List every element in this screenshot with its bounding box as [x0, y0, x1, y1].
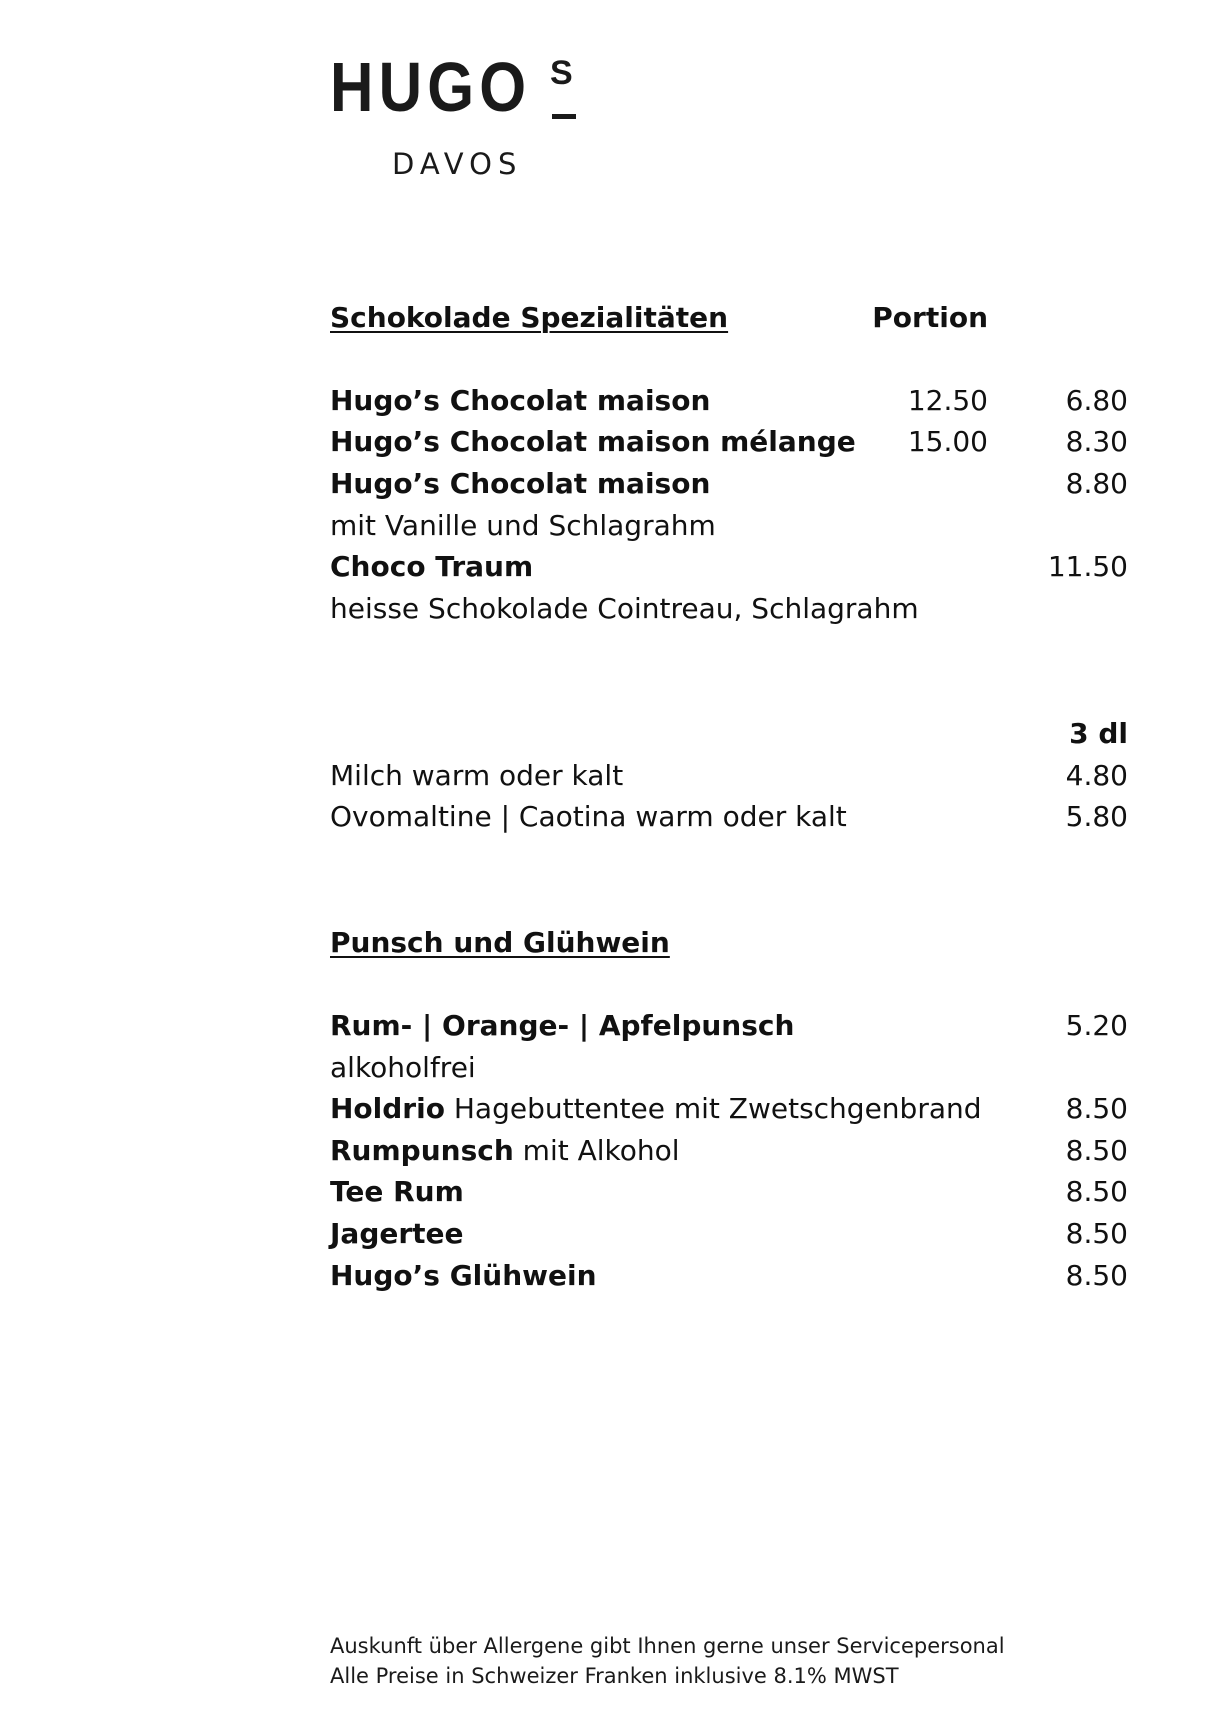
- portion-header: Portion: [872, 301, 988, 334]
- menu-item-description: heisse Schokolade Cointreau, Schlagrahm: [330, 592, 919, 625]
- menu-item-name: Rumpunsch: [330, 1134, 514, 1167]
- menu-item-name: Hugo’s Chocolat maison: [330, 467, 711, 500]
- menu-item-price: 11.50: [1047, 550, 1128, 583]
- section-title-punsch: Punsch und Glühwein: [330, 926, 670, 959]
- menu-item-suffix: mit Alkohol: [513, 1134, 680, 1167]
- menu-item-price: 8.50: [1065, 1259, 1128, 1292]
- menu-item-price: 5.20: [1065, 1009, 1128, 1042]
- menu-item-description: mit Vanille und Schlagrahm: [330, 509, 716, 542]
- footer-price-note: Alle Preise in Schweizer Franken inklusive 8.1% MWST: [330, 1664, 899, 1688]
- menu-item-price: 8.50: [1065, 1092, 1128, 1125]
- menu-item-name: Rum- | Orange- | Apfelpunsch: [330, 1009, 795, 1042]
- menu-item-line: [330, 1133, 680, 1169]
- menu-item-name: Hugo’s Chocolat maison mélange: [330, 425, 856, 458]
- logo-underline: [552, 114, 576, 119]
- menu-item-name: Choco Traum: [330, 550, 534, 583]
- menu-item-price: 8.50: [1065, 1175, 1128, 1208]
- menu-item-description: alkoholfrei: [330, 1051, 476, 1084]
- menu-item-name: Tee Rum: [330, 1175, 464, 1208]
- menu-item-price: 8.30: [1065, 425, 1128, 458]
- menu-item-name: Milch warm oder kalt: [330, 759, 624, 792]
- menu-item-name: Hugo’s Glühwein: [330, 1259, 597, 1292]
- section-title-chocolate: Schokolade Spezialitäten: [330, 301, 729, 334]
- menu-item-name: Ovomaltine | Caotina warm oder kalt: [330, 800, 847, 833]
- menu-item-price: 6.80: [1065, 384, 1128, 417]
- footer-allergen-note: Auskunft über Allergene gibt Ihnen gerne unser Servicepersonal: [330, 1634, 1005, 1658]
- logo-text: HUGO: [330, 48, 532, 126]
- menu-item-name: Holdrio: [330, 1092, 445, 1125]
- logo-location: DAVOS: [392, 147, 523, 181]
- menu-item-price: 4.80: [1065, 759, 1128, 792]
- menu-item-price: 8.50: [1065, 1217, 1128, 1250]
- menu-item-suffix: Hagebuttentee mit Zwetschgenbrand: [444, 1092, 982, 1125]
- menu-item-portion-price: 15.00: [907, 425, 988, 458]
- menu-item-price: 5.80: [1065, 800, 1128, 833]
- hugos-logo: [330, 48, 590, 126]
- menu-item-line: [330, 1091, 982, 1127]
- menu-item-portion-price: 12.50: [907, 384, 988, 417]
- logo-suffix: S: [550, 54, 573, 92]
- menu-item-name: Jagertee: [330, 1217, 464, 1250]
- menu-item-price: 8.80: [1065, 467, 1128, 500]
- menu-item-price: 8.50: [1065, 1134, 1128, 1167]
- size-header: 3 dl: [1069, 717, 1128, 750]
- menu-item-name: Hugo’s Chocolat maison: [330, 384, 711, 417]
